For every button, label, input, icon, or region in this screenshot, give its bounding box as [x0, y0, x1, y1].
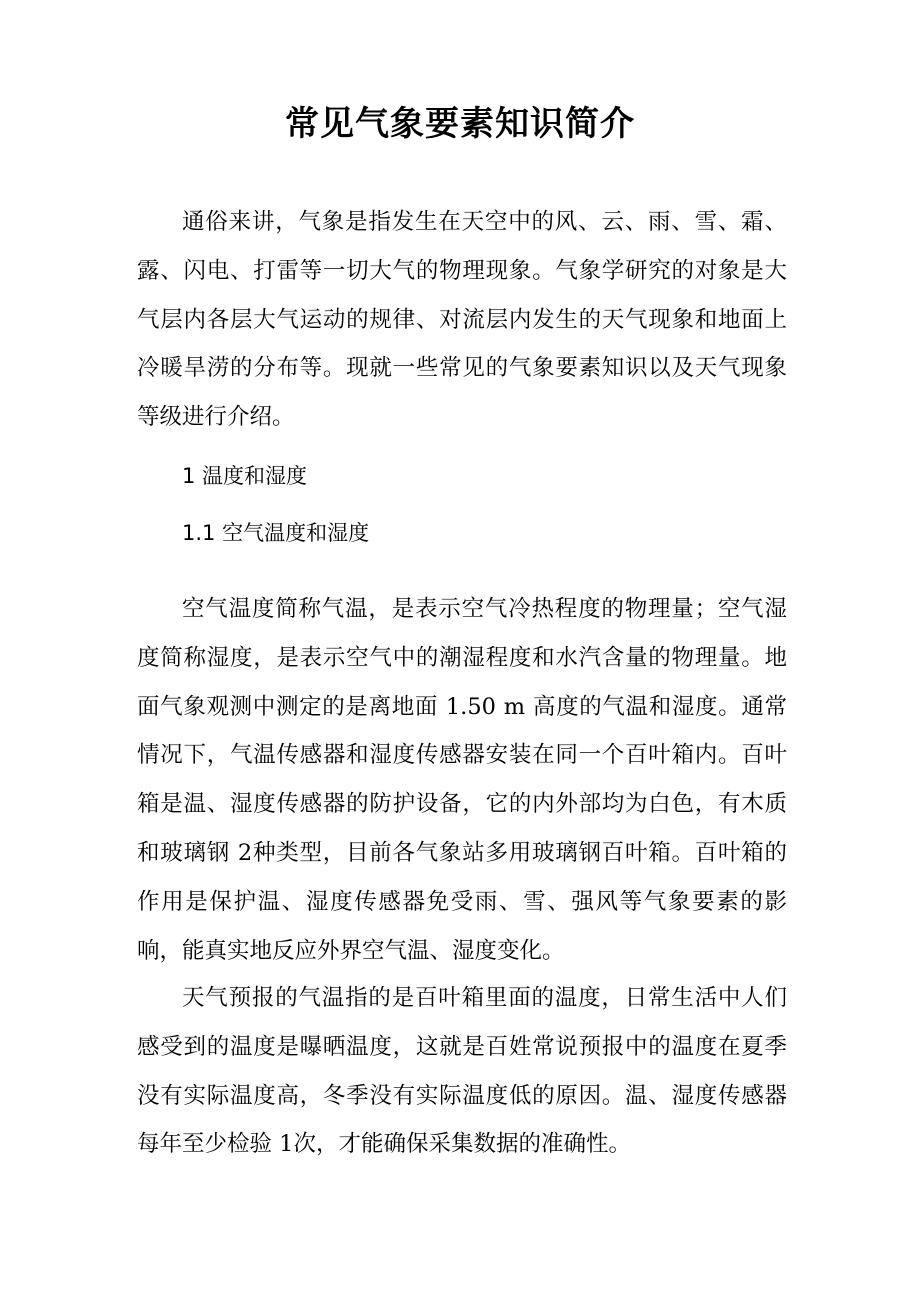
body-paragraph-forecast-temperature: 天气预报的气温指的是百叶箱里面的温度，日常生活中人们感受到的温度是曝晒温度，这就是百姓常说预报中的温度在夏季没有实际温度高，冬季没有实际温度低的原因。温、湿度传感器每年至少检验 1次，才能确保采集数据的准确性。 [137, 985, 787, 1158]
document-title: 常见气象要素知识简介 [285, 104, 635, 144]
subsection-heading-air-temperature-humidity: 1.1 空气温度和湿度 [182, 521, 370, 545]
body-paragraph-louver-box: 空气温度简称气温，是表示空气冷热程度的物理量；空气湿度简称湿度，是表示空气中的潮湿程度和水汽含量的物理量。地面气象观测中测定的是离地面 1.50 m 高度的气温和湿度。通常情况下，气温传感器和湿度传感器安装在同一个百叶箱内。百叶箱是温、湿度传感器的防护设备，它的内外部均为白色，有木质和玻璃钢 2种类型，目前各气象站多用玻璃钢百叶箱。百叶箱的作用是保护温、湿度传感器免受雨、雪、强风等气象要素的影响，能真实地反应外界空气温、湿度变化。 [137, 596, 787, 964]
intro-paragraph: 通俗来讲，气象是指发生在天空中的风、云、雨、雪、霜、露、闪电、打雷等一切大气的物理现象。气象学研究的对象是大气层内各层大气运动的规律、对流层内发生的天气现象和地面上冷暖旱涝的分布等。现就一些常见的气象要素知识以及天气现象等级进行介绍。 [137, 209, 787, 431]
section-heading-temperature-humidity: 1 温度和湿度 [182, 464, 308, 488]
